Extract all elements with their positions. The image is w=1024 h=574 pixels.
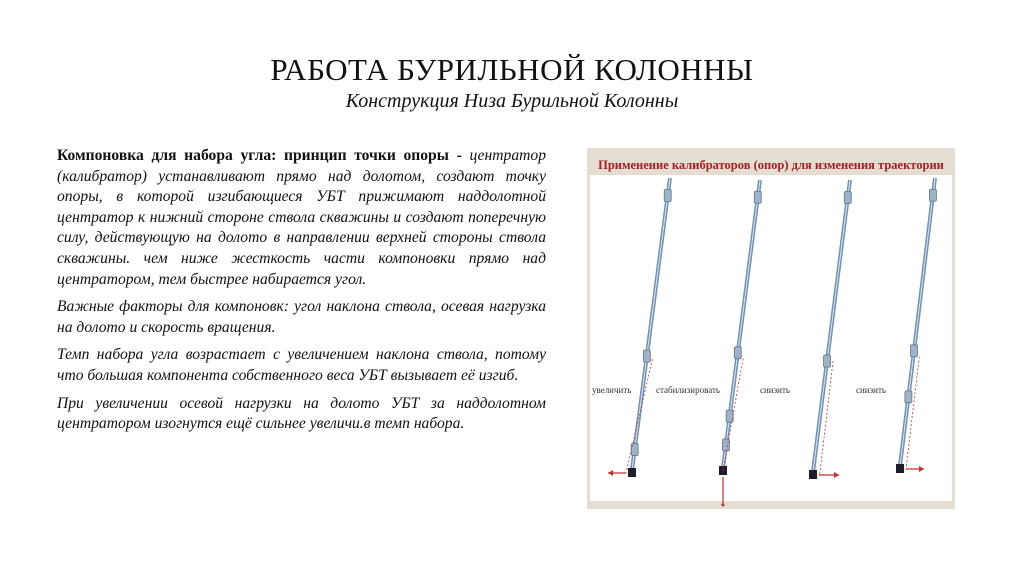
bha-diagram [587, 148, 955, 509]
label-decrease-1: снизить [760, 385, 791, 395]
stabilizer [726, 410, 733, 422]
paragraph-load-text: При увеличении осевой нагрузки на долото УБТ за наддолотном центратором изогнутся ещё сильнее увеличи.в темп набора. [57, 394, 546, 433]
slide-title: РАБОТА БУРИЛЬНОЙ КОЛОННЫ [270, 52, 754, 87]
stabilizer [734, 347, 741, 359]
drill-bit [809, 470, 817, 479]
paragraph-inclination-text: Темп набора угла возрастает с увеличением наклона ствола, потому что большая компонента собственного веса УБТ вызывает её изгиб. [57, 346, 546, 384]
paragraph-inclination [57, 345, 546, 386]
label-decrease-2: снизить [856, 385, 887, 395]
label-increase: увеличить [592, 385, 632, 395]
paragraph-load [57, 394, 546, 435]
label-stabilize: стабилизировать [656, 385, 721, 395]
arrow-head-icon [722, 504, 725, 507]
paragraph-body: центратор (калибратор) устанавливают прямо над долотом, создают точку опоры, в которой изгибающиеся УБТ прижимают наддолотной центратор к нижний стороне ствола скважины и создают поперечную силу, действующую на долото в направлении верхней стороны ствола скважины. чем ниже жесткость части компоновки прямо над центратором, тем быстрее набирается угол. [57, 147, 546, 288]
figure-title: Применение калибраторов (опор) для изменения траектории [598, 158, 944, 172]
body-text [57, 146, 546, 442]
paragraph-fulcrum [57, 146, 546, 290]
paragraph-factors-text: Важные факторы для компоновк: угол наклона ствола, осевая нагрузка на долото и скорость вращения. [57, 298, 546, 336]
slide-subtitle: Конструкция Низа Бурильной Колонны [345, 90, 679, 112]
drill-bit [896, 464, 904, 473]
paragraph-factors [57, 297, 546, 338]
stabilizer [824, 355, 831, 367]
drill-bit [628, 468, 636, 477]
paragraph-heading: Компоновка для набора угла: принцип точки опоры - [57, 147, 462, 164]
stabilizer [905, 391, 912, 403]
stabilizer [844, 192, 851, 204]
figure-canvas [590, 175, 952, 501]
bha-figure [587, 148, 955, 509]
stabilizer [643, 350, 650, 362]
stabilizer [722, 439, 729, 451]
stabilizer [754, 191, 761, 203]
stabilizer [911, 345, 918, 357]
stabilizer [929, 189, 936, 201]
stabilizer [664, 190, 671, 202]
